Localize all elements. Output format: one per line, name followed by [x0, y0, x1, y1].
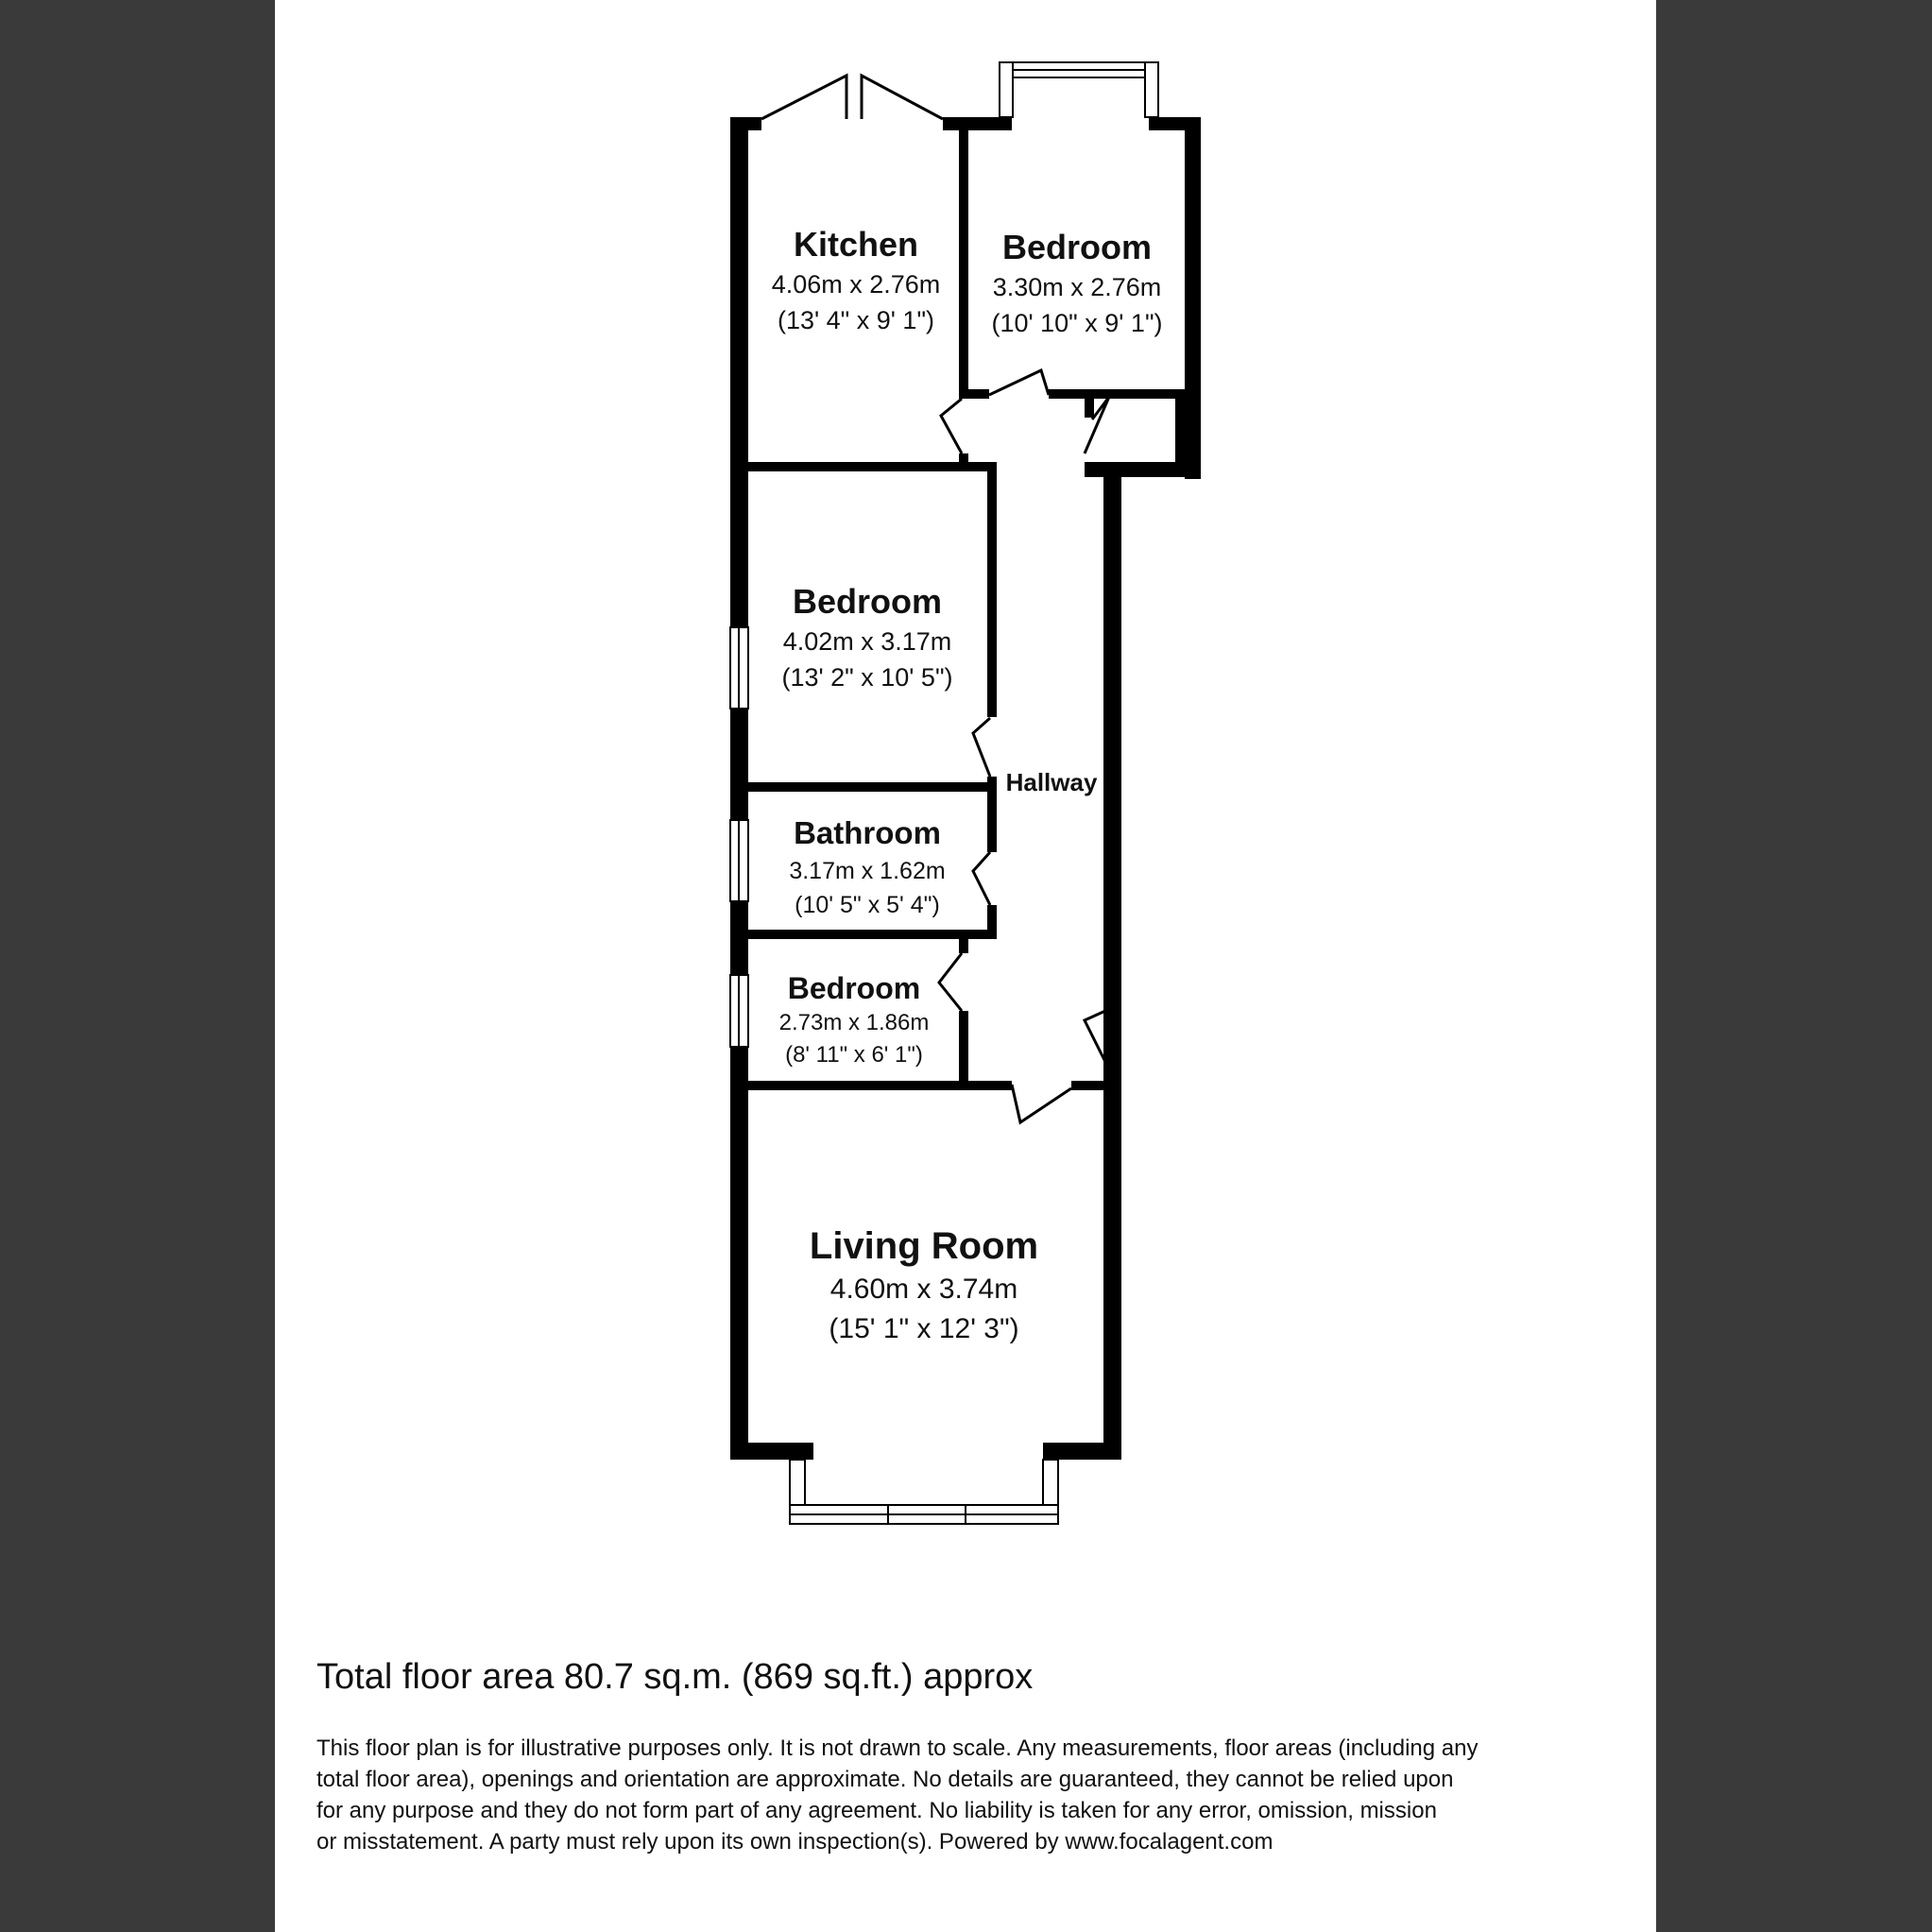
door-kitchen	[941, 399, 962, 453]
door-patio-left	[761, 76, 846, 119]
wall-living-top-left	[748, 1081, 1012, 1090]
room-size-metric: 4.06m x 2.76m	[771, 270, 941, 299]
disclaimer-line: or misstatement. A party must rely upon its own inspection(s). Powered by www.focalagent.com	[316, 1829, 1274, 1855]
wall-bedroom-bathroom	[748, 782, 997, 792]
room-name: Living Room	[809, 1225, 1039, 1267]
door-living	[1012, 1085, 1071, 1122]
wall-small-bedroom-right	[959, 1011, 968, 1088]
door-bedroom-mid	[973, 718, 990, 777]
room-name: Bedroom	[787, 971, 921, 1005]
room-bedroom-mid	[756, 580, 979, 695]
room-bedroom-rear	[968, 226, 1186, 341]
room-name: Hallway	[1005, 768, 1098, 796]
wall-kitchen-bottom	[748, 462, 992, 471]
wall-kitchen-bedroom	[959, 130, 968, 395]
wall-hall-left-upper	[987, 462, 997, 717]
wall-bottom-left	[730, 1443, 813, 1460]
total-floor-area: Total floor area 80.7 sq.m. (869 sq.ft.) approx	[316, 1657, 1034, 1697]
door-front	[1085, 1011, 1105, 1062]
outer-wall-left	[730, 117, 748, 1460]
room-size-metric: 3.30m x 2.76m	[992, 273, 1162, 301]
room-hallway	[1000, 765, 1103, 799]
wall-living-top-right	[1071, 1081, 1121, 1090]
wall-bedroom-bottom-left	[959, 389, 989, 399]
outer-wall-right	[1103, 462, 1121, 1460]
room-size-imperial: (15' 1" x 12' 3")	[829, 1313, 1019, 1344]
room-name: Bedroom	[1001, 228, 1152, 266]
room-size-imperial: (8' 11" x 6' 1")	[785, 1042, 923, 1068]
wall-small-bedroom-post	[959, 939, 968, 953]
disclaimer-line: This floor plan is for illustrative purposes only. It is not drawn to scale. Any measurements, floor areas (including any	[316, 1735, 1479, 1761]
wall-cupboard	[1175, 389, 1185, 465]
door-bedroom-rear	[989, 370, 1049, 395]
window-rear-bay-left	[1000, 62, 1013, 117]
wall-top-kitchen-left	[730, 117, 761, 130]
room-name: Bedroom	[792, 582, 942, 621]
door-patio-right	[862, 76, 943, 119]
wall-bottom-right	[1043, 1443, 1121, 1460]
disclaimer-line: for any purpose and they do not form part of any agreement. No liability is taken for any error, omission, mission	[316, 1798, 1437, 1823]
wall-top-kitchen-right	[943, 117, 1012, 130]
room-size-imperial: (10' 10" x 9' 1")	[991, 309, 1163, 337]
wall-cupboard-door-post	[1085, 389, 1094, 418]
room-size-metric: 4.60m x 3.74m	[829, 1274, 1018, 1305]
outer-wall-rear-right	[1185, 117, 1201, 479]
room-size-metric: 3.17m x 1.62m	[789, 858, 946, 884]
room-size-metric: 4.02m x 3.17m	[782, 627, 952, 656]
room-name: Kitchen	[793, 225, 918, 264]
room-size-metric: 2.73m x 1.86m	[778, 1010, 930, 1035]
room-bathroom	[756, 812, 979, 922]
room-size-imperial: (10' 5" x 5' 4")	[795, 892, 940, 918]
wall-bedroom-bottom-right	[1049, 389, 1185, 399]
window-rear-bay-right	[1145, 62, 1158, 117]
wall-bathroom-bedroom	[748, 930, 997, 939]
room-size-imperial: (13' 4" x 9' 1")	[777, 306, 935, 334]
room-kitchen	[761, 223, 950, 338]
room-size-imperial: (13' 2" x 10' 5")	[781, 663, 953, 692]
room-bedroom-small	[748, 969, 960, 1071]
room-living	[775, 1222, 1073, 1349]
room-name: Bathroom	[794, 815, 941, 850]
disclaimer	[316, 1733, 1620, 1857]
disclaimer-line: total floor area), openings and orientation are approximate. No details are guaranteed, they cannot be relied upon	[316, 1767, 1454, 1792]
